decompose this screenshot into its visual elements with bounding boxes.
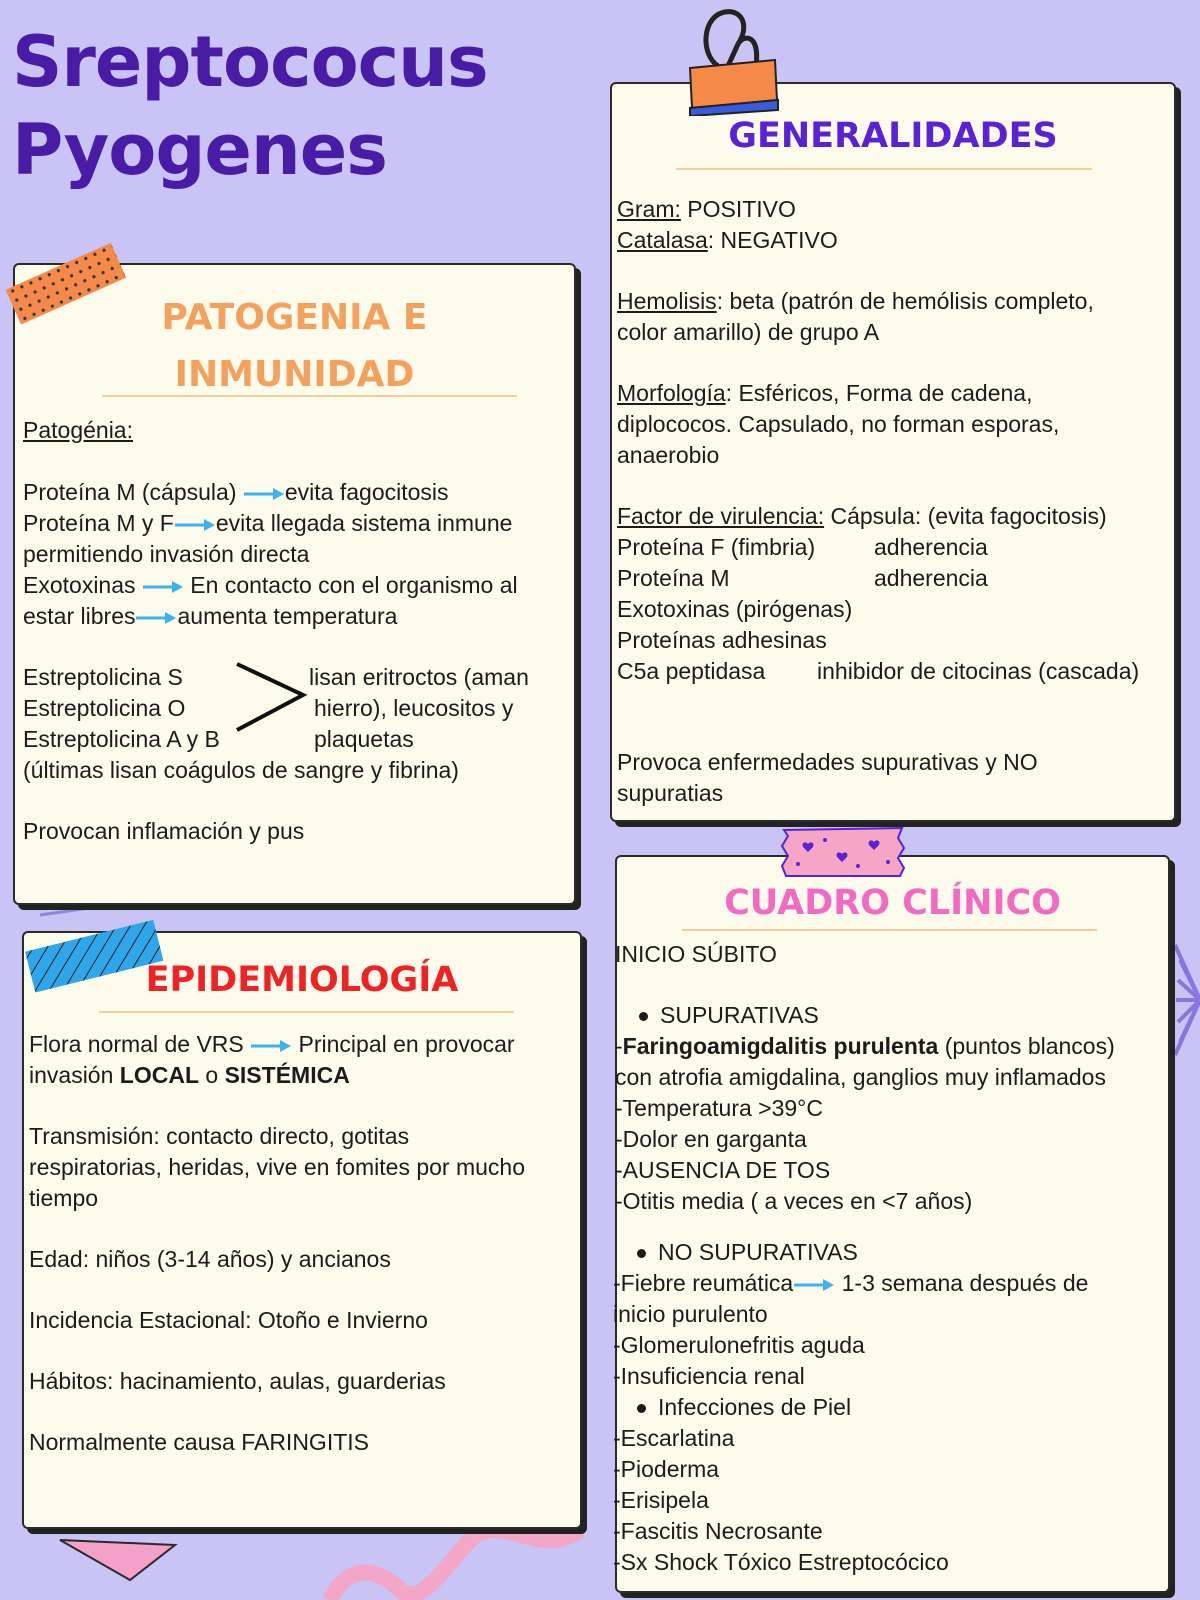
factor-item-effect: inhibidor de citocinas (cascada) bbox=[817, 658, 1140, 684]
cuadro-line: -Faringoamigdalitis purulenta (puntos blancos) bbox=[615, 1033, 1115, 1059]
arrow-icon bbox=[135, 611, 177, 625]
page-title bbox=[12, 18, 488, 194]
cuadro-line: -Temperatura >39°C bbox=[615, 1095, 823, 1121]
cuadro-line: -Dolor en garganta bbox=[615, 1126, 807, 1152]
streptolysin-result: hierro), leucositos y bbox=[314, 695, 514, 721]
hemolisis-row-2: color amarillo) de grupo A bbox=[617, 319, 880, 345]
patogenia-card bbox=[13, 263, 576, 905]
factor-item: Proteínas adhesinas bbox=[617, 627, 827, 653]
generalidades-title: GENERALIDADES bbox=[728, 116, 1058, 156]
morfologia-row-3: anaerobio bbox=[617, 442, 720, 468]
epidemiologia-title: EPIDEMIOLOGÍA bbox=[145, 960, 459, 1000]
arrow-icon bbox=[142, 580, 184, 594]
patogenia-line: Exotoxinas En contacto con el organismo al bbox=[23, 572, 518, 598]
patogenia-line: estar libres aumenta temperatura bbox=[23, 603, 398, 629]
cuadro-clinico-underline bbox=[682, 929, 1097, 931]
title-line-2: Pyogenes bbox=[12, 109, 387, 191]
streptolysin-result: lisan eritroctos (aman bbox=[309, 664, 529, 690]
cuadro-line: -Pioderma bbox=[613, 1456, 720, 1482]
title-line-1: Sreptococus bbox=[12, 21, 488, 103]
cuadro-line: -Otitis media ( a veces en <7 años) bbox=[615, 1188, 973, 1214]
generalidades-card bbox=[610, 82, 1176, 822]
patogenia-line: permitiendo invasión directa bbox=[23, 541, 310, 567]
generalidades-underline bbox=[676, 168, 1092, 170]
cuadro-line: -Glomerulonefritis aguda bbox=[613, 1332, 865, 1358]
factor-item: Proteína M bbox=[617, 565, 730, 591]
epidemiologia-line: respiratorias, heridas, vive en fomites por mucho bbox=[29, 1154, 525, 1180]
provoca-line-2: supuratias bbox=[617, 780, 724, 806]
cuadro-line: -Erisipela bbox=[613, 1487, 709, 1513]
epidemiologia-line: Edad: niños (3-14 años) y ancianos bbox=[29, 1246, 391, 1272]
cuadro-clinico-card bbox=[615, 855, 1170, 1593]
binder-clip-icon bbox=[680, 4, 790, 116]
streptolysin-o: Estreptolicina O bbox=[23, 695, 186, 721]
patogenia-line: Proteína M (cápsula) evita fagocitosis bbox=[23, 479, 449, 505]
streptolysin-result: plaquetas bbox=[314, 726, 414, 752]
patogenia-subtitle: Patogénia: bbox=[23, 417, 133, 443]
epidemiologia-underline bbox=[99, 1011, 514, 1013]
arrow-icon bbox=[174, 518, 216, 532]
arrow-icon bbox=[793, 1278, 835, 1292]
epidemiologia-line: tiempo bbox=[29, 1185, 99, 1211]
bracket-icon bbox=[235, 660, 310, 735]
cuadro-clinico-title: CUADRO CLÍNICO bbox=[724, 883, 1061, 923]
epidemiologia-line: invasión LOCAL o SISTÉMICA bbox=[29, 1062, 350, 1088]
washi-tape-blue bbox=[20, 915, 170, 995]
cuadro-line: SUPURATIVAS bbox=[639, 1000, 819, 1031]
cuadro-line: -Sx Shock Tóxico Estreptocócico bbox=[613, 1549, 949, 1575]
arrow-icon bbox=[243, 487, 285, 501]
cuadro-line: INICIO SÚBITO bbox=[615, 941, 777, 967]
epidemiologia-line: Flora normal de VRS Principal en provocar bbox=[29, 1031, 515, 1057]
hemolisis-row: Hemolisis: beta (patrón de hemólisis completo, bbox=[617, 288, 1094, 314]
cuadro-line: -Escarlatina bbox=[613, 1425, 735, 1451]
cuadro-line: Infecciones de Piel bbox=[637, 1392, 851, 1423]
arrow-icon bbox=[250, 1039, 292, 1053]
starburst-decoration-right bbox=[1175, 945, 1200, 1055]
streptolysin-s: Estreptolicina S bbox=[23, 664, 183, 690]
squiggle-decoration bbox=[330, 1530, 580, 1600]
factor-row: Factor de virulencia: Cápsula: (evita fagocitosis) bbox=[617, 503, 1107, 529]
gram-row: Gram: POSITIVO bbox=[617, 196, 796, 222]
factor-item-effect: adherencia bbox=[874, 565, 988, 591]
patogenia-line: (últimas lisan coágulos de sangre y fibrina) bbox=[23, 757, 459, 783]
catalasa-row: Catalasa: NEGATIVO bbox=[617, 227, 838, 253]
patogenia-title-line-2: INMUNIDAD bbox=[174, 354, 415, 395]
factor-item: Exotoxinas (pirógenas) bbox=[617, 596, 853, 622]
washi-tape-orange bbox=[0, 235, 130, 330]
factor-item: Proteína F (fimbria) bbox=[617, 534, 816, 560]
epidemiologia-line: Transmisión: contacto directo, gotitas bbox=[29, 1123, 410, 1149]
morfologia-row-2: diplococos. Capsulado, no forman esporas, bbox=[617, 411, 1060, 437]
factor-item-effect: adherencia bbox=[874, 534, 988, 560]
epidemiologia-line: Hábitos: hacinamiento, aulas, guarderias bbox=[29, 1368, 446, 1394]
cuadro-line: -AUSENCIA DE TOS bbox=[615, 1157, 831, 1183]
cuadro-line: inicio purulento bbox=[613, 1301, 768, 1327]
morfologia-row: Morfología: Esféricos, Forma de cadena, bbox=[617, 380, 1033, 406]
patogenia-underline bbox=[102, 395, 517, 397]
cuadro-line: con atrofia amigdalina, ganglios muy inflamados bbox=[615, 1064, 1106, 1090]
patogenia-line: Proteína M y F evita llegada sistema inmune bbox=[23, 510, 513, 536]
cuadro-line: -Insuficiencia renal bbox=[613, 1363, 805, 1389]
streptolysin-ab: Estreptolicina A y B bbox=[23, 726, 220, 752]
provoca-line: Provoca enfermedades supurativas y NO bbox=[617, 749, 1038, 775]
epidemiologia-card bbox=[22, 931, 582, 1529]
cuadro-line: -Fascitis Necrosante bbox=[613, 1518, 823, 1544]
cuadro-line: NO SUPURATIVAS bbox=[637, 1237, 858, 1268]
epidemiologia-line: Incidencia Estacional: Otoño e Invierno bbox=[29, 1307, 428, 1333]
patogenia-title-line-1: PATOGENIA E bbox=[161, 297, 428, 338]
triangle-decoration bbox=[60, 1540, 175, 1580]
epidemiologia-line: Normalmente causa FARINGITIS bbox=[29, 1429, 369, 1455]
patogenia-line: Provocan inflamación y pus bbox=[23, 818, 305, 844]
washi-tape-pink bbox=[780, 826, 906, 878]
cuadro-line: -Fiebre reumática 1-3 semana después de bbox=[613, 1270, 1089, 1296]
factor-item: C5a peptidasa bbox=[617, 658, 766, 684]
